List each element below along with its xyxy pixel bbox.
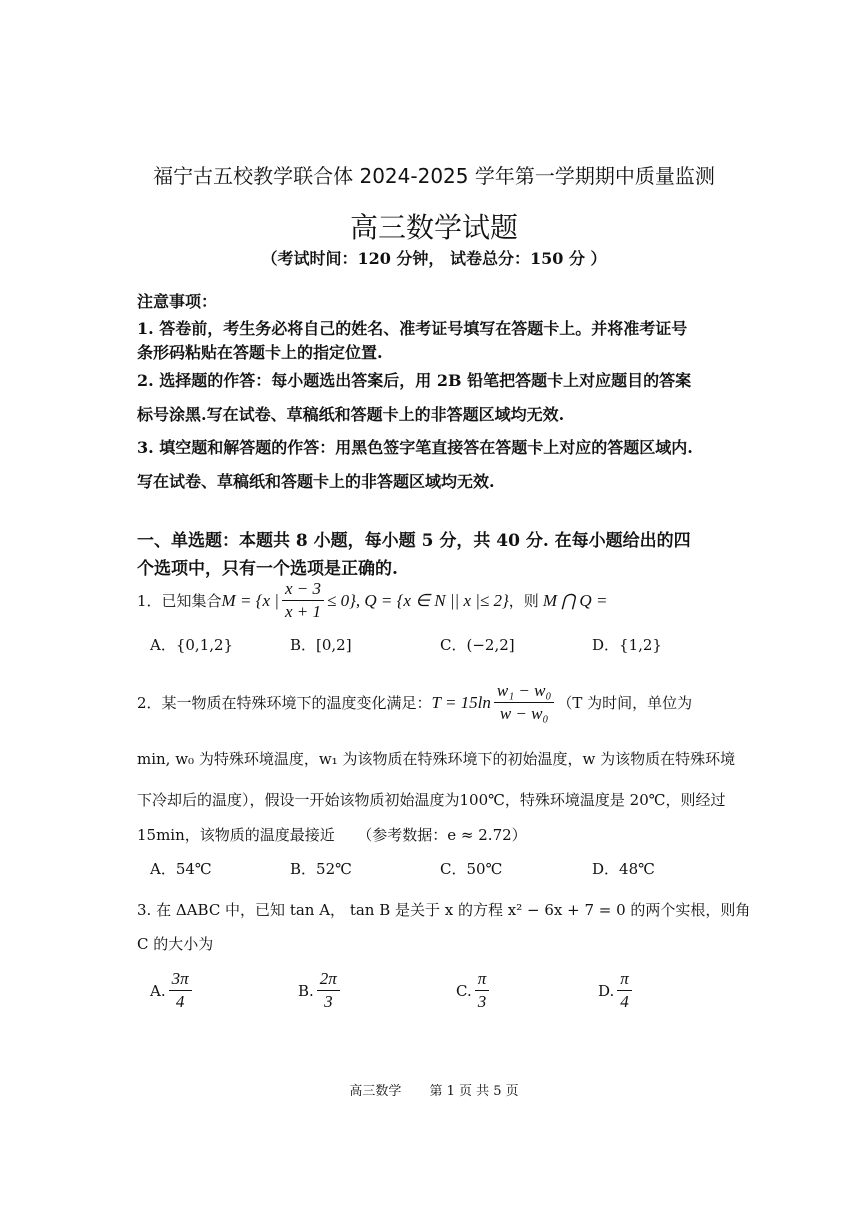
notice-line: 写在试卷、草稿纸和答题卡上的非答题区域均无效. — [137, 472, 495, 491]
q3-option-a-den: 4 — [175, 992, 185, 1011]
q1-set-m-left: M = {x | — [221, 590, 279, 610]
page-footer — [0, 1080, 868, 1099]
q2-suffix: （T 为时间，单位为 — [557, 694, 693, 712]
question-1 — [137, 578, 607, 623]
exam-subtitle: （考试时间：120 分钟， 试卷总分：150 分 ） — [261, 249, 607, 268]
q2-frac-den: w − w₀ — [499, 704, 549, 723]
q1-prefix: 1．已知集合 — [137, 592, 222, 610]
q3-option-a — [150, 968, 195, 1013]
q3-option-b — [298, 968, 343, 1013]
q3-option-a-num: 3π — [169, 968, 192, 991]
q3-option-c — [456, 968, 492, 1013]
notice-line: 1. 答卷前，考生务必将自己的姓名、准考证号填写在答题卡上。并将准考证号 — [137, 319, 688, 338]
page-title: 高三数学试题 — [349, 211, 518, 244]
q3-option-b-num: 2π — [317, 968, 340, 991]
q3-option-a-frac — [169, 968, 192, 1013]
q3-option-a-label: A. — [150, 981, 166, 1000]
notice-line: 3. 填空题和解答题的作答：用黑色签字笔直接答在答题卡上对应的答题区域内. — [137, 438, 693, 457]
q2-fraction — [494, 680, 554, 725]
question-3: 3. 在 ΔABC 中，已知 tan A， tan B 是关于 x 的方程 x² − 6x + 7 = 0 的两个实根，则角 — [137, 901, 751, 919]
q3-option-c-frac — [475, 968, 490, 1013]
q1-option-b: B．[0,2] — [290, 636, 352, 654]
footer-page-number: 第 1 页 共 5 页 — [429, 1084, 519, 1099]
q2-option-b: B．52℃ — [290, 860, 352, 878]
q2-line-3: 下冷却后的温度），假设一开始该物质初始温度为100℃，特殊环境温度是 20℃，则经过 — [137, 791, 726, 809]
section-heading-cont: 个选项中，只有一个选项是正确的. — [137, 559, 398, 579]
q1-option-d: D．{1,2} — [592, 636, 662, 654]
notice-line: 标号涂黑.写在试卷、草稿纸和答题卡上的非答题区域均无效. — [137, 405, 565, 424]
footer-subject: 高三数学 — [349, 1084, 402, 1099]
q2-line-4: 15min，该物质的温度最接近 （参考数据：e ≈ 2.72） — [137, 826, 527, 844]
q3-option-d-label: D. — [598, 981, 615, 1000]
q2-option-c: C．50℃ — [440, 860, 503, 878]
q1-frac-den: x + 1 — [284, 602, 321, 621]
q1-frac-num: x − 3 — [282, 578, 324, 601]
q1-tail: M ⋂ Q = — [542, 590, 608, 610]
q3-line-2: C 的大小为 — [137, 935, 214, 953]
q3-option-d-frac — [617, 968, 632, 1013]
question-2 — [137, 680, 692, 725]
q3-option-d — [598, 968, 635, 1013]
exam-header: 福宁古五校教学联合体 2024-2025 学年第一学期期中质量监测 — [153, 164, 715, 188]
section-heading: 一、单选题：本题共 8 小题，每小题 5 分，共 40 分. 在每小题给出的四 — [137, 531, 691, 551]
q2-line-2: min, w₀ 为特殊环境温度，w₁ 为该物质在特殊环境下的初始温度，w 为该物质在特殊环境 — [137, 750, 736, 768]
q3-option-b-frac — [317, 968, 340, 1013]
q2-frac-num: w₁ − w₀ — [494, 680, 554, 703]
notice-heading: 注意事项： — [137, 292, 218, 311]
q3-option-c-num: π — [475, 968, 490, 991]
q2-option-d: D．48℃ — [592, 860, 655, 878]
q1-suffix: ，则 — [508, 592, 539, 610]
q1-option-a: A．{0,1,2} — [150, 636, 234, 654]
q3-option-b-label: B. — [298, 981, 314, 1000]
q3-option-c-den: 3 — [477, 992, 487, 1011]
q3-option-b-den: 3 — [324, 992, 333, 1011]
q1-fraction — [282, 578, 324, 623]
q3-option-c-label: C. — [456, 981, 472, 1000]
q1-set-m-right: ≤ 0}, Q = {x ∈ N || x |≤ 2} — [326, 590, 509, 610]
q1-option-c: C．(−2,2] — [440, 636, 515, 654]
q3-option-d-num: π — [617, 968, 632, 991]
q2-formula-left: T = 15ln — [431, 692, 491, 712]
q2-option-a: A．54℃ — [150, 860, 212, 878]
notice-line: 条形码粘贴在答题卡上的指定位置. — [137, 343, 383, 362]
q2-prefix: 2．某一物质在特殊环境下的温度变化满足： — [137, 694, 432, 712]
notice-line: 2. 选择题的作答：每小题选出答案后，用 2B 铅笔把答题卡上对应题目的答案 — [137, 371, 692, 390]
q3-option-d-den: 4 — [620, 992, 629, 1011]
